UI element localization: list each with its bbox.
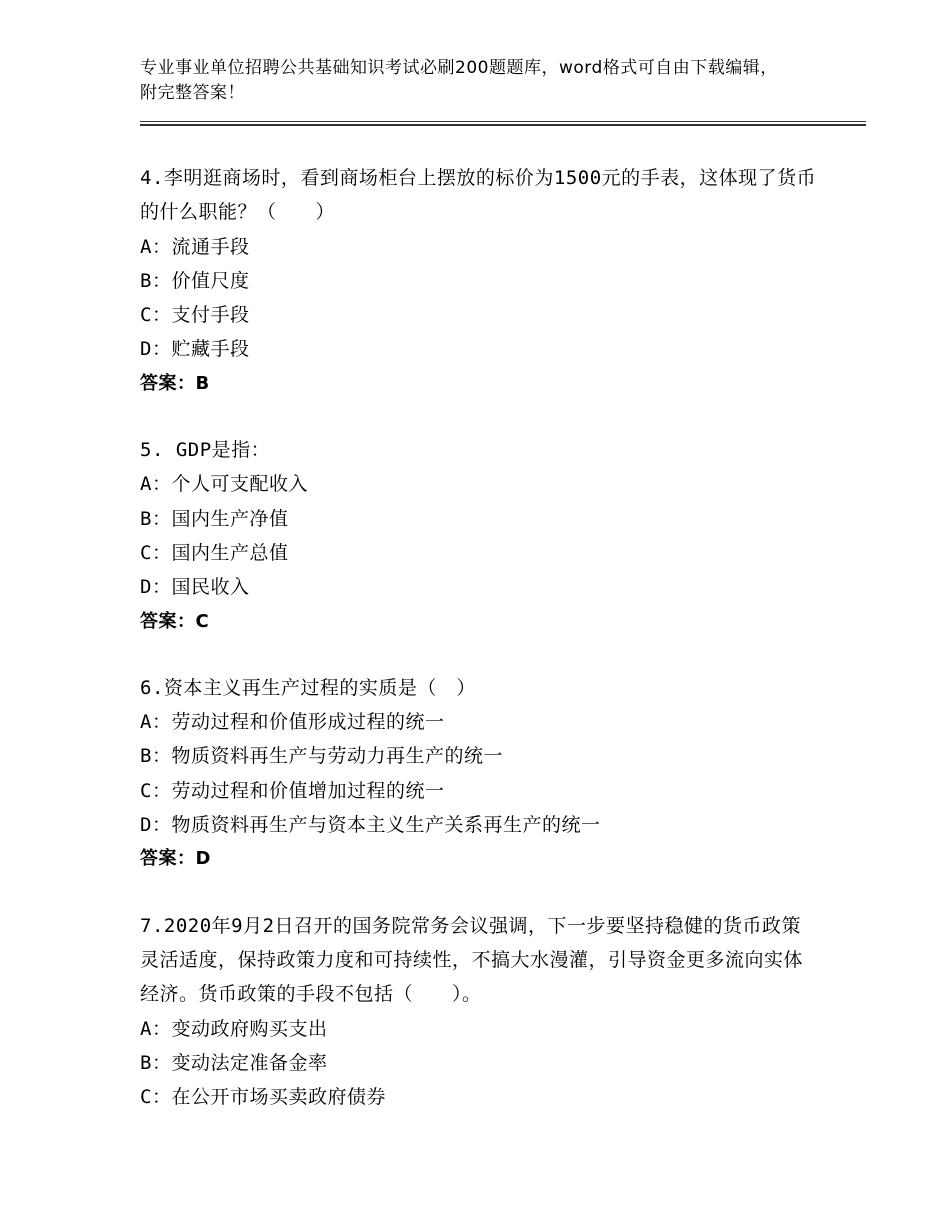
- option-d: D：贮藏手段: [140, 338, 250, 361]
- option-a: A：劳动过程和价值形成过程的统一: [140, 711, 445, 734]
- option-c: C：国内生产总值: [140, 541, 289, 564]
- question-text: 7.2020年9月2日召开的国务院常务会议强调，下一步要坚持稳健的货币政策灵活适度，保持政策力度和可持续性，不搞大水漫灌，引导资金更多流向实体经济。货币政策的手段不包括（ ）。: [140, 914, 804, 1006]
- answer-label: 答案：B: [140, 372, 210, 394]
- option-b: B：变动法定准备金率: [140, 1051, 328, 1074]
- question-6: [140, 671, 820, 877]
- option-a: A：个人可支配收入: [140, 473, 308, 496]
- question-5: [140, 433, 820, 639]
- header-divider-thick: [140, 124, 866, 126]
- question-4: [140, 161, 820, 401]
- option-c: C：支付手段: [140, 304, 250, 327]
- question-7: [140, 909, 820, 1115]
- option-c: C：在公开市场买卖政府债券: [140, 1086, 386, 1109]
- answer-label: 答案：C: [140, 610, 210, 632]
- question-text: 6.资本主义再生产过程的实质是（ ）: [140, 676, 476, 699]
- header-divider-thin: [140, 121, 866, 122]
- option-b: B：物质资料再生产与劳动力再生产的统一: [140, 745, 503, 768]
- question-text: 4.李明逛商场时，看到商场柜台上摆放的标价为1500元的手表，这体现了货币的什么职能？（ ）: [140, 167, 817, 224]
- option-d: D：国民收入: [140, 576, 250, 599]
- option-b: B：价值尺度: [140, 269, 250, 292]
- option-b: B：国内生产净值: [140, 507, 289, 530]
- question-list: [140, 161, 820, 1146]
- option-a: A：变动政府购买支出: [140, 1017, 328, 1040]
- answer-label: 答案：D: [140, 848, 211, 870]
- document-header: 专业事业单位招聘公共基础知识考试必刷200题题库，word格式可自由下载编辑，附完整答案！: [140, 58, 778, 103]
- question-text: 5. GDP是指：: [140, 439, 271, 462]
- option-d: D：物质资料再生产与资本主义生产关系再生产的统一: [140, 814, 601, 837]
- option-a: A：流通手段: [140, 235, 250, 258]
- option-c: C：劳动过程和价值增加过程的统一: [140, 779, 445, 802]
